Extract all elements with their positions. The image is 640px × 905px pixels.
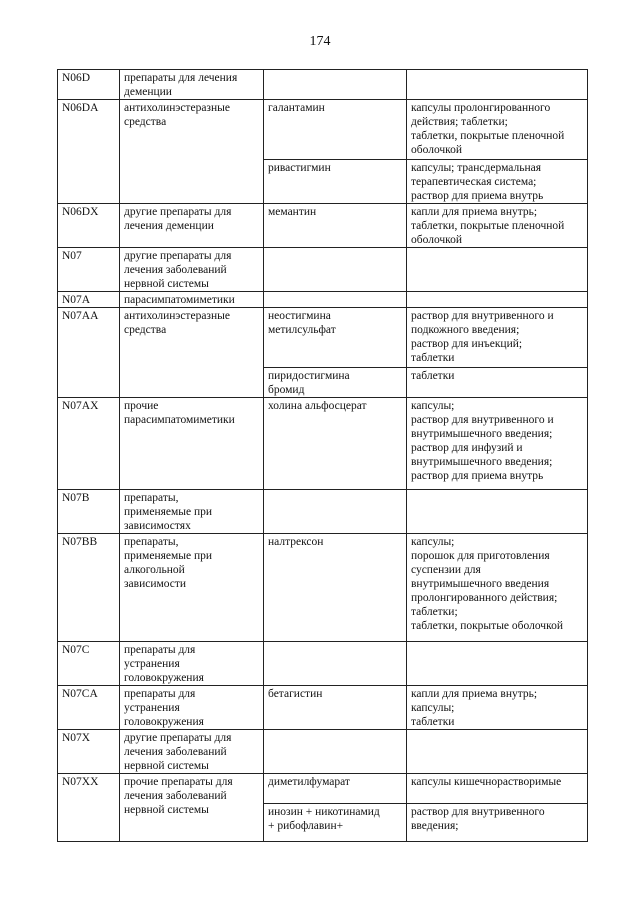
table-row [58,204,588,248]
drug-name-cell: пиридостигмина бромид [264,368,407,398]
dosage-forms-cell [407,730,588,774]
table-row [58,774,588,804]
drug-name-cell [264,292,407,308]
atc-code-cell: N07C [58,642,120,686]
drug-name-cell: диметилфумарат [264,774,407,804]
drug-group-cell: другие препараты для лечения деменции [120,204,264,248]
table-row [58,534,588,642]
atc-code-cell: N07XX [58,774,120,842]
drug-name-cell: налтрексон [264,534,407,642]
drug-name-cell [264,490,407,534]
drug-name-cell [264,642,407,686]
drug-name-cell: бетагистин [264,686,407,730]
drug-table [57,69,588,842]
atc-code-cell: N06DX [58,204,120,248]
dosage-forms-cell: капсулы; порошок для приготовления суспензии для внутримышечного введения пролонгированного действия; таблетки; таблетки, покрытые оболочкой [407,534,588,642]
drug-group-cell: препараты для устранения головокружения [120,686,264,730]
atc-code-cell: N06DA [58,100,120,204]
drug-group-cell: другие препараты для лечения заболеваний нервной системы [120,248,264,292]
dosage-forms-cell [407,490,588,534]
drug-name-cell: мемантин [264,204,407,248]
atc-code-cell: N07CA [58,686,120,730]
table-row [58,642,588,686]
dosage-forms-cell: таблетки [407,368,588,398]
drug-group-cell: антихолинэстеразные средства [120,308,264,398]
dosage-forms-cell: капсулы; трансдермальная терапевтическая система; раствор для приема внутрь [407,160,588,204]
table-row [58,686,588,730]
drug-name-cell [264,70,407,100]
table-row [58,308,588,368]
dosage-forms-cell: капсулы; раствор для внутривенного и внутримышечного введения; раствор для инфузий и внутримышечного введения; раствор для приема внутрь [407,398,588,490]
table-row [58,292,588,308]
dosage-forms-cell [407,292,588,308]
atc-code-cell: N07B [58,490,120,534]
drug-group-cell: препараты, применяемые при алкогольной зависимости [120,534,264,642]
dosage-forms-cell [407,70,588,100]
drug-name-cell [264,730,407,774]
drug-group-cell: препараты для устранения головокружения [120,642,264,686]
drug-name-cell: инозин + никотинамид + рибофлавин+ [264,804,407,842]
drug-name-cell: ривастигмин [264,160,407,204]
table-row [58,100,588,160]
dosage-forms-cell: капли для приема внутрь; таблетки, покрытые пленочной оболочкой [407,204,588,248]
table-row [58,398,588,490]
drug-group-cell: парасимпатомиметики [120,292,264,308]
drug-group-cell: прочие парасимпатомиметики [120,398,264,490]
atc-code-cell: N07BB [58,534,120,642]
drug-name-cell [264,248,407,292]
drug-name-cell: галантамин [264,100,407,160]
dosage-forms-cell: раствор для внутривенного и подкожного введения; раствор для инъекций; таблетки [407,308,588,368]
atc-code-cell: N07AA [58,308,120,398]
atc-code-cell: N07AX [58,398,120,490]
table-row [58,730,588,774]
drug-group-cell: антихолинэстеразные средства [120,100,264,204]
dosage-forms-cell: раствор для внутривенного введения; [407,804,588,842]
table-row [58,490,588,534]
dosage-forms-cell: капсулы кишечнорастворимые [407,774,588,804]
atc-code-cell: N06D [58,70,120,100]
drug-name-cell: неостигмина метилсульфат [264,308,407,368]
dosage-forms-cell: капсулы пролонгированного действия; таблетки; таблетки, покрытые пленочной оболочкой [407,100,588,160]
drug-group-cell: препараты для лечения деменции [120,70,264,100]
drug-group-cell: другие препараты для лечения заболеваний нервной системы [120,730,264,774]
dosage-forms-cell [407,642,588,686]
drug-group-cell: прочие препараты для лечения заболеваний нервной системы [120,774,264,842]
table-row [58,248,588,292]
dosage-forms-cell [407,248,588,292]
drug-group-cell: препараты, применяемые при зависимостях [120,490,264,534]
drug-name-cell: холина альфосцерат [264,398,407,490]
atc-code-cell: N07A [58,292,120,308]
atc-code-cell: N07X [58,730,120,774]
atc-code-cell: N07 [58,248,120,292]
page-number: 174 [309,34,331,49]
table-row [58,70,588,100]
dosage-forms-cell: капли для приема внутрь; капсулы; таблетки [407,686,588,730]
